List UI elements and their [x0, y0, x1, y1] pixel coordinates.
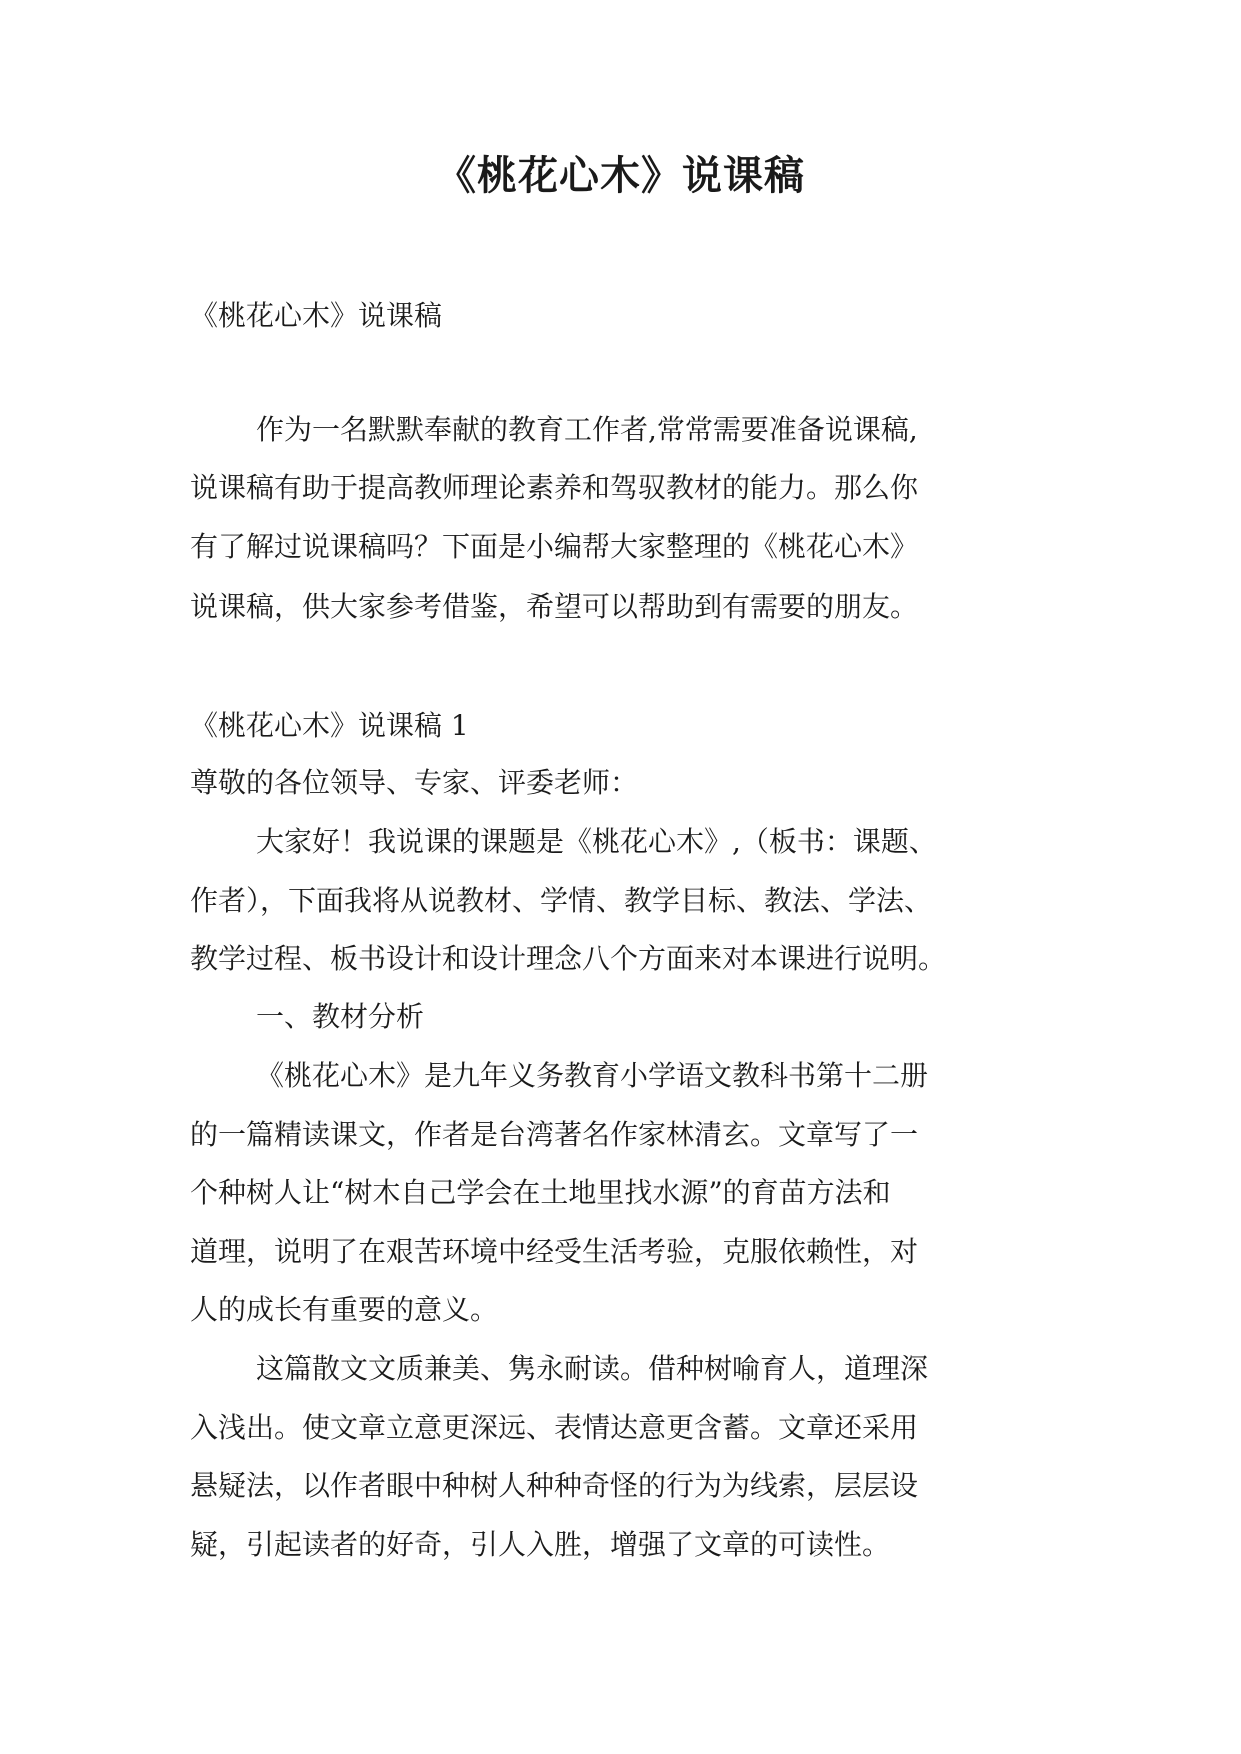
intro-line: 说课稿有助于提高教师理论素养和驾驭教材的能力。那么你	[190, 471, 919, 504]
salutation: 尊敬的各位领导、专家、评委老师：	[190, 766, 639, 799]
analysis-line: 《桃花心木》是九年义务教育小学语文教科书第十二册	[256, 1059, 929, 1092]
analysis-line: 道理，说明了在艰苦环境中经受生活考验，克服依赖性，对	[190, 1235, 919, 1268]
subtitle: 《桃花心木》说课稿	[190, 299, 443, 332]
page-title: 《桃花心木》说课稿	[436, 153, 805, 199]
greeting-line: 大家好！我说课的课题是《桃花心木》,（板书：课题、	[256, 825, 937, 858]
style-line: 这篇散文文质兼美、隽永耐读。借种树喻育人，道理深	[256, 1352, 929, 1385]
section-title: 《桃花心木》说课稿 1	[190, 709, 469, 742]
section-heading: 一、教材分析	[256, 1000, 425, 1033]
analysis-line: 人的成长有重要的意义。	[190, 1293, 499, 1326]
intro-line: 作为一名默默奉献的教育工作者,常常需要准备说课稿,	[256, 413, 918, 446]
intro-line: 说课稿，供大家参考借鉴，希望可以帮助到有需要的朋友。	[190, 590, 919, 623]
style-line: 疑，引起读者的好奇，引人入胜，增强了文章的可读性。	[190, 1528, 891, 1561]
analysis-line: 的一篇精读课文，作者是台湾著名作家林清玄。文章写了一	[190, 1118, 919, 1151]
analysis-line: 个种树人让“树木自己学会在土地里找水源”的育苗方法和	[190, 1176, 891, 1209]
style-line: 悬疑法，以作者眼中种树人种种奇怪的行为为线索，层层设	[190, 1469, 919, 1502]
intro-line: 有了解过说课稿吗？下面是小编帮大家整理的《桃花心木》	[190, 530, 919, 563]
greeting-line: 作者），下面我将从说教材、学情、教学目标、教法、学法、	[190, 884, 933, 917]
greeting-line: 教学过程、板书设计和设计理念八个方面来对本课进行说明。	[190, 942, 947, 975]
style-line: 入浅出。使文章立意更深远、表情达意更含蓄。文章还采用	[190, 1411, 919, 1444]
